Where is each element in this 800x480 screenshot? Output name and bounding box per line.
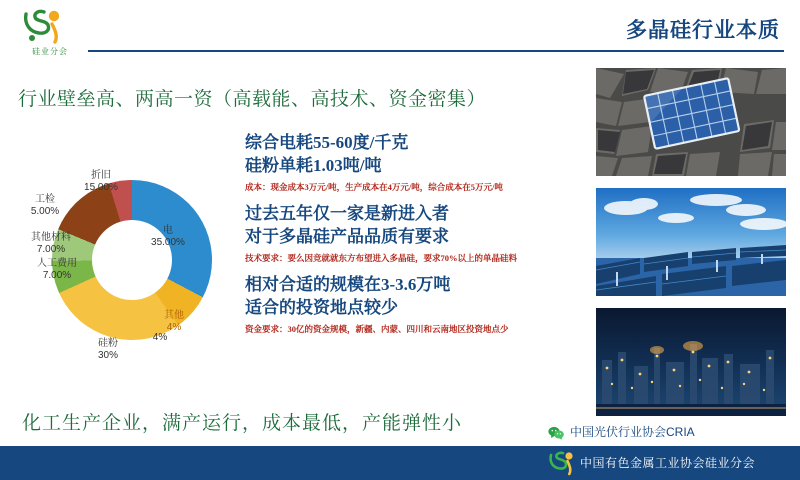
content-blocks (245, 132, 575, 345)
block2-line2: 对于多晶硅产品品质有要求 (245, 226, 449, 246)
block3-line1: 相对合适的规模在3-3.6万吨 (245, 274, 451, 294)
solar-farm-under-blue-sky (596, 188, 786, 296)
chemical-plant-at-night (596, 308, 786, 416)
block2-note: 技术要求：要么因竞就就东方布望进入多晶硅，要求70%以上的单晶硅料 (245, 252, 518, 263)
chart-label-other-materials: 其他材料 7.00% (31, 232, 71, 255)
block1-note: 成本：现金成本3万元/吨，生产成本在4万元/吨，综合成本在5万元/吨 (245, 181, 503, 192)
association-logo (548, 450, 576, 478)
page-title: 多晶硅行业本质 (626, 18, 780, 42)
top-banner-text: 行业壁垒高、两高一资（高载能、高技术、资金密集） (18, 89, 487, 110)
logo-caption: 硅业分会 (32, 47, 68, 56)
content-block-2 (245, 203, 575, 264)
chart-label-inspection: 工检 5.00% (30, 194, 60, 217)
block1-line1: 综合电耗55-60度/千克 (245, 133, 409, 152)
header-divider (88, 50, 784, 52)
wechat-account-name: 中国光伏行业协会CRIA (570, 425, 695, 439)
chart-label-silicon-powder: 硅粉 30% (97, 338, 118, 361)
footer-organization: 中国有色金属工业协会硅业分会 (580, 456, 756, 470)
chart-label-electricity: 电 35.00% (151, 225, 185, 248)
bottom-banner-text: 化工生产企业，满产运行，成本最低，产能弹性小 (22, 413, 463, 434)
silicon-industry-association-logo (14, 8, 86, 64)
solar-panel-on-polysilicon-rocks (596, 68, 786, 176)
chart-label-labor-cost: 人工费用 7.00% (37, 258, 77, 281)
block1-line2: 硅粉单耗1.03吨/吨 (245, 155, 382, 175)
chart-label-depreciation: 折旧 15.00% (84, 170, 118, 193)
block3-note: 资金要求：30亿的资金规模，新疆、内蒙、四川和云南地区投资地点少 (245, 323, 509, 334)
content-block-1 (245, 132, 575, 193)
chart-label-steam: 4% (152, 332, 168, 343)
content-block-3 (245, 274, 575, 335)
wechat-icon (548, 426, 564, 440)
block2-line1: 过去五年仅一家是新进入者 (245, 203, 449, 223)
chart-label-other: 其他 4% (164, 310, 184, 333)
cost-breakdown-chart (22, 170, 232, 390)
block3-line2: 适合的投资地点较少 (245, 297, 398, 317)
